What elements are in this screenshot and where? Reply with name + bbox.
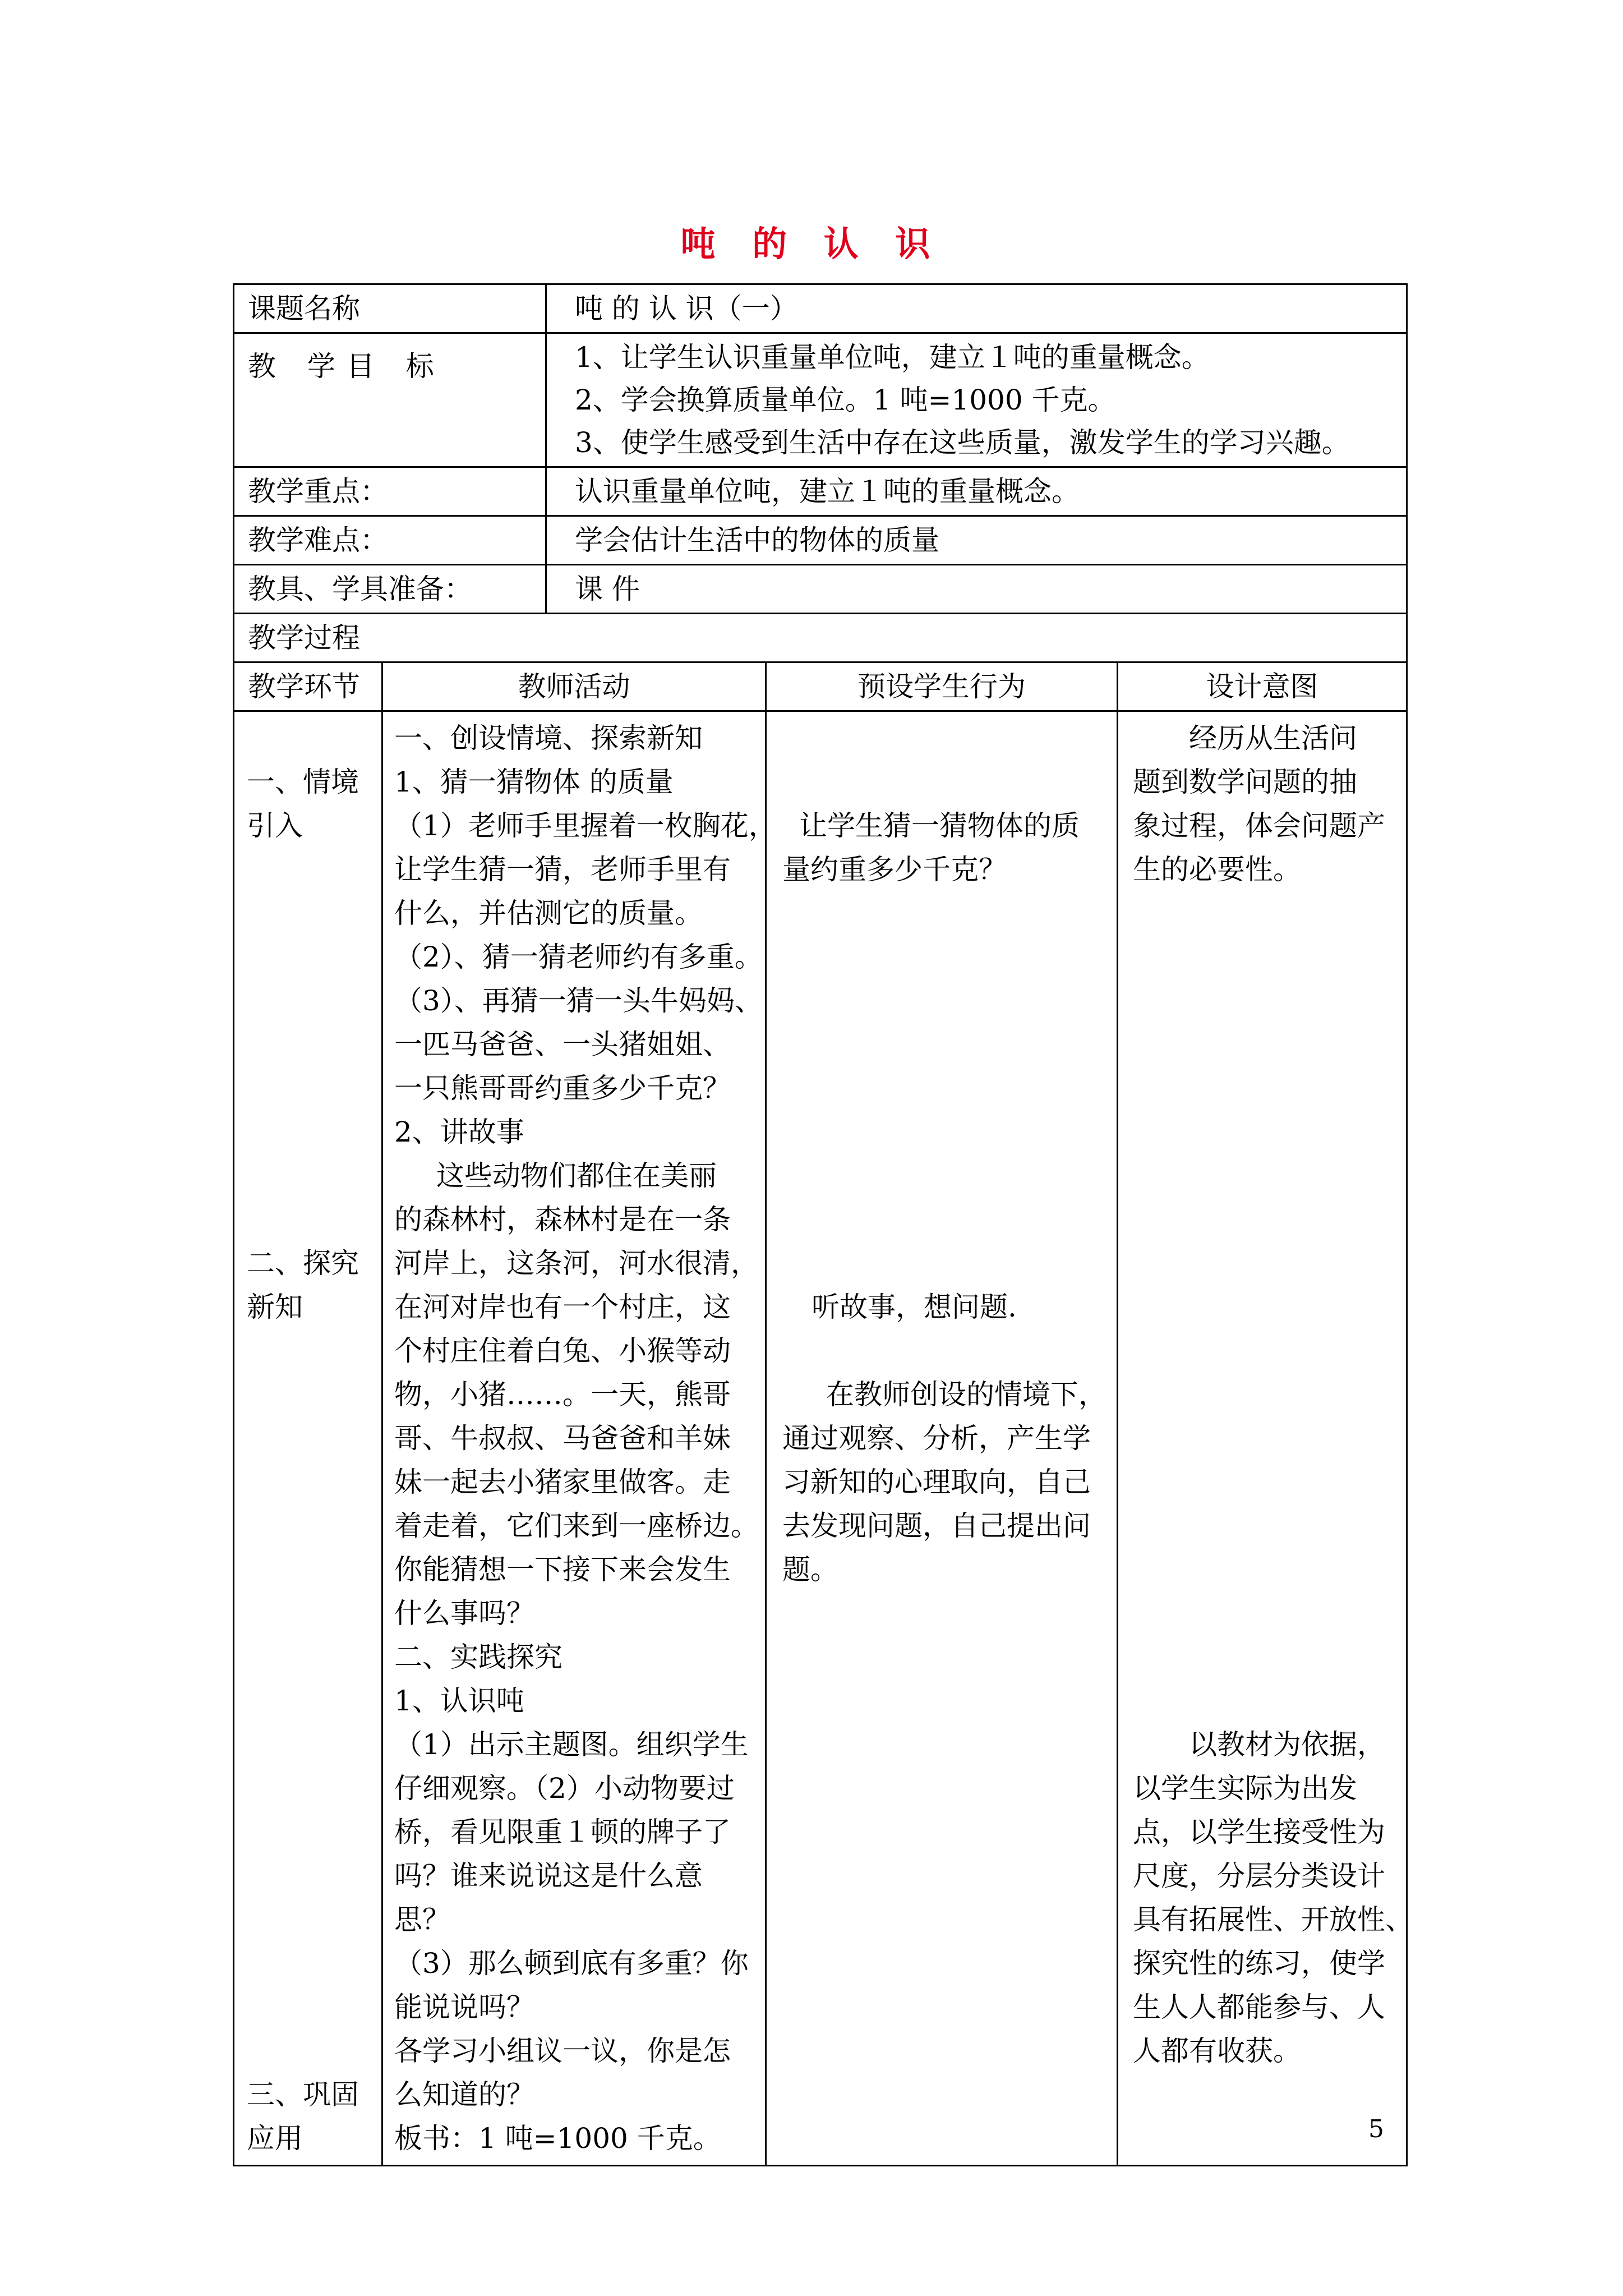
teacher-line: （1）老师手里握着一枚胸花， [394,809,777,842]
intent-line: 以教材为依据， [1189,1728,1385,1761]
teacher-line: 个村庄住着白兔、小猴等动 [394,1335,731,1367]
materials-row [234,565,1407,614]
header-student-behavior: 预设学生行为 [766,662,1118,711]
key-point-value: 认识重量单位吨，建立１吨的重量概念。 [546,467,1407,516]
teacher-line: 2、讲故事 [394,1116,524,1148]
teacher-line: 的森林村，森林村是在一条 [394,1203,731,1236]
teacher-line: 河岸上，这条河，河水很清， [394,1247,759,1280]
teacher-line: 着走着，它们来到一座桥边。 [394,1510,759,1542]
topic-label: 课题名称 [234,284,546,333]
page-number: 5 [1368,2115,1384,2143]
intent-line: 人都有收获。 [1133,2035,1301,2067]
teacher-line: 各学习小组议一议，你是怎 [394,2035,731,2067]
teacher-line: 你能猜想一下接下来会发生 [394,1553,731,1586]
topic-value: 吨 的 认 识（一） [546,284,1407,333]
stage-1-line-1: 一、情境 [247,766,359,798]
lesson-plan-table [233,283,1413,2166]
intent-line: 题到数学问题的抽 [1133,766,1357,798]
teacher-line: （3）那么顿到底有多重？你 [394,1947,749,1980]
student-behavior-column [766,711,1118,2166]
intent-line: 以学生实际为出发 [1133,1772,1357,1805]
teacher-line: （1）出示主题图。组织学生 [394,1728,749,1761]
teacher-line: 桥，看见限重１顿的牌子了 [394,1816,731,1848]
teacher-line: 么知道的？ [394,2078,534,2111]
intent-line: 象过程，体会问题产 [1133,809,1385,842]
difficulty-row [234,516,1407,565]
teacher-line: 什么，并估测它的质量。 [394,897,703,930]
teacher-line: 这些动物们都住在美丽 [436,1159,717,1192]
teacher-line: 什么事吗？ [394,1597,534,1630]
student-line: 通过观察、分析，产生学 [782,1422,1091,1455]
stage-column [234,711,382,2166]
intent-line: 点，以学生接受性为 [1133,1816,1385,1848]
process-row [234,614,1407,662]
key-point-row [234,467,1407,516]
goals-label [234,333,546,467]
stage-3-line-2: 应用 [247,2122,303,2155]
document-title: 吨 的 认 识 [680,223,943,264]
teacher-line: 一只熊哥哥约重多少千克？ [394,1072,731,1105]
intent-line: 具有拓展性、开放性、 [1133,1903,1413,1936]
student-line: 量约重多少千克？ [782,853,1007,886]
header-design-intent: 设计意图 [1118,662,1407,711]
materials-value: 课 件 [546,565,1407,614]
teacher-line: （2）、猜一猜老师约有多重。 [394,941,763,973]
key-point-label: 教学重点： [234,467,546,516]
process-label: 教学过程 [234,614,1407,662]
teacher-line: 吗？谁来说说这是什么意 [394,1860,703,1892]
design-intent-column [1118,711,1413,2166]
intent-line: 经历从生活问 [1189,722,1357,754]
stage-3-line-1: 三、巩固 [247,2078,359,2111]
teacher-activity-column [382,711,777,2166]
stage-2-line-2: 新知 [247,1291,303,1323]
teacher-line: 在河对岸也有一个村庄，这 [394,1291,731,1323]
intent-line: 探究性的练习，使学 [1133,1947,1385,1980]
teacher-line: 思？ [394,1903,450,1936]
teacher-line: 仔细观察。（2）小动物要过 [394,1772,735,1805]
header-stage: 教学环节 [234,662,382,711]
teacher-line: 1、认识吨 [394,1685,524,1717]
teacher-line: 板书：1 吨=1000 千克。 [394,2122,721,2155]
teacher-line: 二、实践探究 [394,1641,562,1673]
teacher-line: 哥、牛叔叔、马爸爸和羊妹 [394,1422,731,1455]
process-header-row [234,662,1407,711]
intent-line: 生的必要性。 [1133,853,1301,886]
topic-row [234,284,1407,333]
student-line: 在教师创设的情境下， [826,1378,1106,1411]
materials-label: 教具、学具准备： [234,565,546,614]
student-line: 听故事，想问题. [811,1291,1017,1323]
goal-item-3: 3、使学生感受到生活中存在这些质量，激发学生的学习兴趣。 [575,426,1350,459]
stage-1-line-2: 引入 [247,809,303,842]
teacher-line: 一匹马爸爸、一头猪姐姐、 [394,1028,731,1061]
difficulty-label: 教学难点： [234,516,546,565]
goals-list [546,333,1407,467]
header-teacher-activity: 教师活动 [382,662,766,711]
student-line: 题。 [782,1553,838,1586]
goals-row [234,333,1407,467]
teacher-line: 一、创设情境、探索新知 [394,722,703,754]
goal-item-2: 2、学会换算质量单位。1 吨=1000 千克。 [575,384,1116,416]
stage-2-line-1: 二、探究 [247,1247,359,1280]
difficulty-value: 学会估计生活中的物体的质量 [546,516,1407,565]
student-line: 习新知的心理取向，自己 [782,1466,1091,1498]
goal-item-1: 1、让学生认识重量单位吨，建立１吨的重量概念。 [575,341,1210,374]
student-line: 让学生猜一猜物体的质 [799,809,1080,842]
teacher-line: （3）、再猜一猜一头牛妈妈、 [394,984,763,1017]
intent-line: 尺度，分层分类设计 [1133,1860,1385,1892]
teacher-line: 妹一起去小猪家里做客。走 [394,1466,731,1498]
process-body-row [234,711,1407,2166]
teacher-line: 1、猜一猜物体 的质量 [394,766,674,798]
goals-label-text: 教 学目 标 [248,350,445,383]
teacher-line: 能说说吗？ [394,1991,534,2023]
teacher-line: 物，小猪……。一天，熊哥 [394,1378,731,1411]
intent-line: 生人人都能参与、人 [1133,1991,1385,2023]
teacher-line: 让学生猜一猜，老师手里有 [394,853,731,886]
student-line: 去发现问题，自己提出问 [782,1510,1091,1542]
